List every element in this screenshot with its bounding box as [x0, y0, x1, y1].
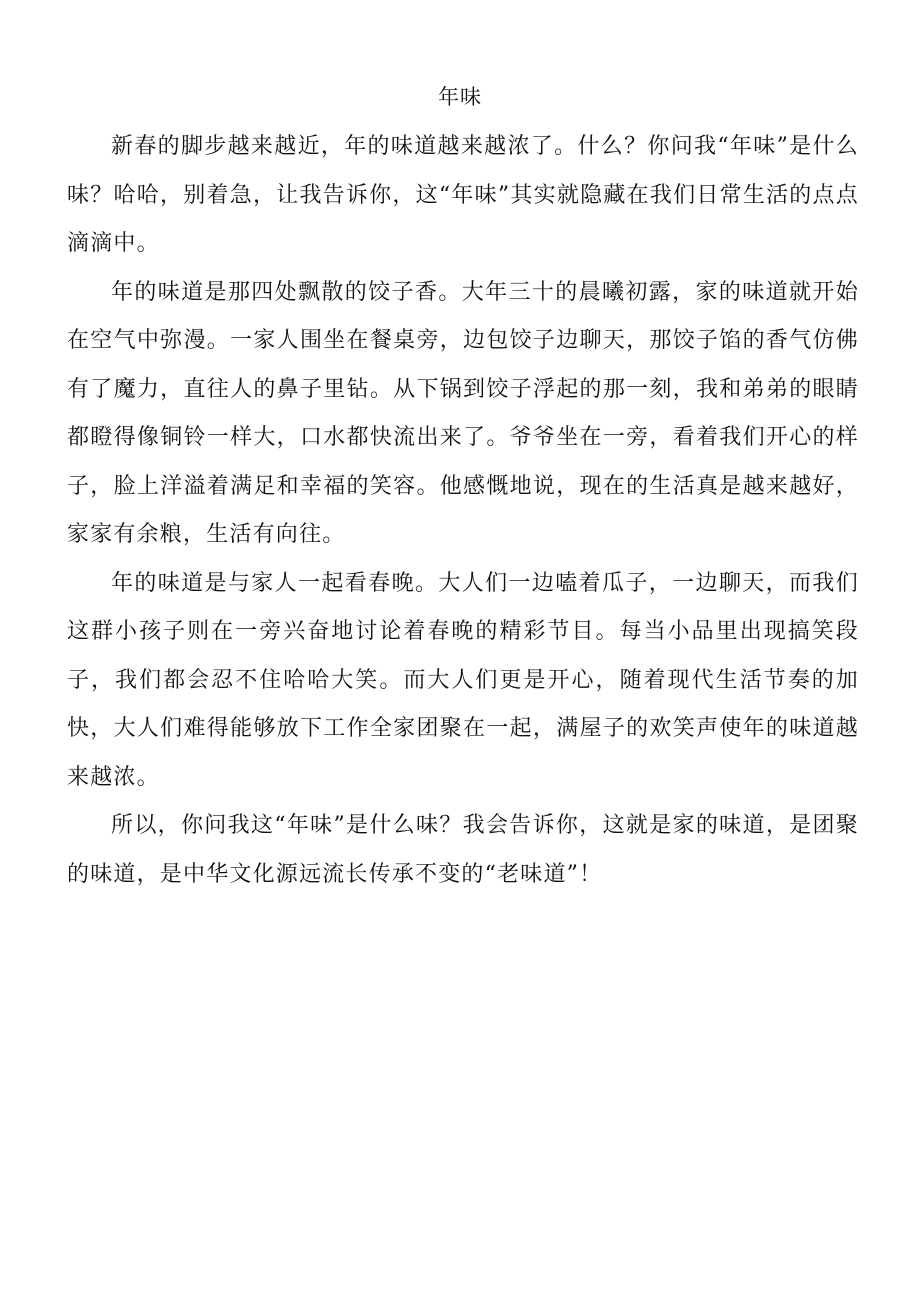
- paragraph-2: 年的味道是那四处飘散的饺子香。大年三十的晨曦初露，家的味道就开始在空气中弥漫。一家人围坐在餐桌旁，边包饺子边聊天，那饺子馅的香气仿佛有了魔力，直往人的鼻子里钻。从下锅到饺子浮起的那一刻，我和弟弟的眼睛都瞪得像铜铃一样大，口水都快流出来了。爷爷坐在一旁，看着我们开心的样子，脸上洋溢着满足和幸福的笑容。他感慨地说，现在的生活真是越来越好，家家有余粮，生活有向往。: [67, 279, 859, 547]
- paragraph-4: 所以，你问我这“年味”是什么味？我会告诉你，这就是家的味道，是团聚的味道，是中华文化源远流长传承不变的“老味道”！: [67, 813, 859, 887]
- paragraph-1: 新春的脚步越来越近，年的味道越来越浓了。什么？你问我“年味”是什么味？哈哈，别着急，让我告诉你，这“年味”其实就隐藏在我们日常生活的点点滴滴中。: [67, 134, 859, 256]
- document-title: 年味: [438, 85, 482, 109]
- paragraph-3: 年的味道是与家人一起看春晚。大人们一边嗑着瓜子，一边聊天，而我们这群小孩子则在一旁兴奋地讨论着春晚的精彩节目。每当小品里出现搞笑段子，我们都会忍不住哈哈大笑。而大人们更是开心，随着现代生活节奏的加快，大人们难得能够放下工作全家团聚在一起，满屋子的欢笑声使年的味道越来越浓。: [67, 570, 859, 790]
- document-body: [67, 123, 859, 899]
